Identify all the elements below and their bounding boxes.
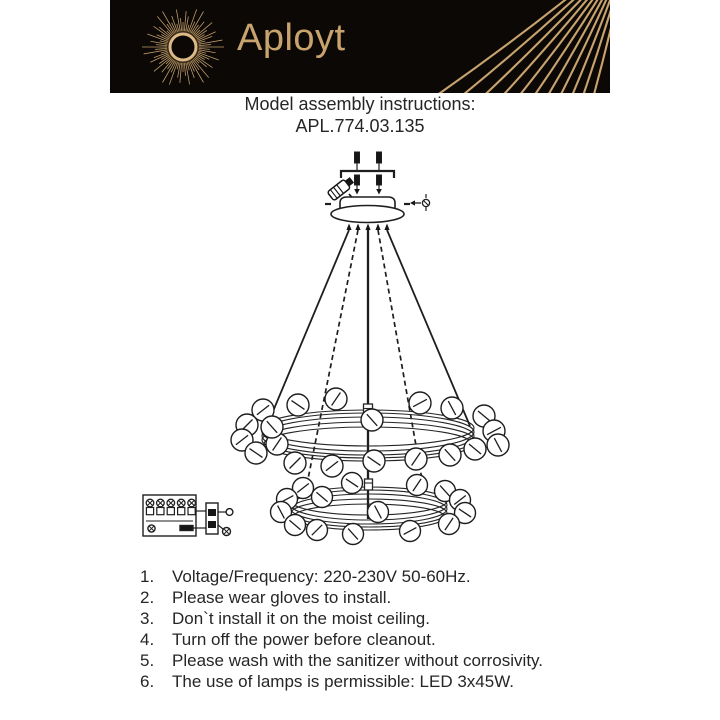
instruction-list [140,567,543,693]
brand-banner [110,0,610,93]
upper-ring [262,404,474,461]
side-screw-icon [410,194,430,211]
instruction-text: The use of lamps is permissible: LED 3x45W. [172,672,515,691]
lower-ring-ball-lamps [271,473,476,545]
ceiling-screws-icon [355,152,382,170]
brand-logo-starburst-icon [133,0,233,93]
instruction-item [140,651,543,672]
instruction-text: Turn off the power before cleanout. [172,630,436,649]
instruction-number: 3. [140,609,155,628]
suspension-cables [266,224,470,520]
instruction-text: Please wash with the sanitizer without corrosivity. [172,651,544,670]
instruction-item [140,609,543,630]
wiring-diagram [143,495,233,536]
instructions-title: Model assembly instructions: [244,94,476,114]
bracket-screws-icon [354,175,382,195]
instruction-item [140,630,543,651]
upper-ring-ball-lamps [231,388,509,477]
instruction-number: 5. [140,651,155,670]
instruction-number: 4. [140,630,155,649]
mounting-bracket [341,171,394,178]
lower-ring [291,479,447,530]
power-connector-icon [327,176,366,201]
instruction-item [140,588,543,609]
instruction-item [140,672,543,693]
instruction-text: Please wear gloves to install. [172,588,392,607]
model-number: APL.774.03.135 [295,115,425,136]
brand-name: Aployt [237,17,346,59]
instruction-item [140,567,543,588]
instruction-number: 1. [140,567,155,586]
canopy [325,197,410,223]
instruction-text: Don`t install it on the moist ceiling. [172,609,430,628]
title-block [0,94,720,137]
instruction-number: 2. [140,588,155,607]
instruction-number: 6. [140,672,155,691]
instruction-text: Voltage/Frequency: 220-230V 50-60Hz. [172,567,471,586]
